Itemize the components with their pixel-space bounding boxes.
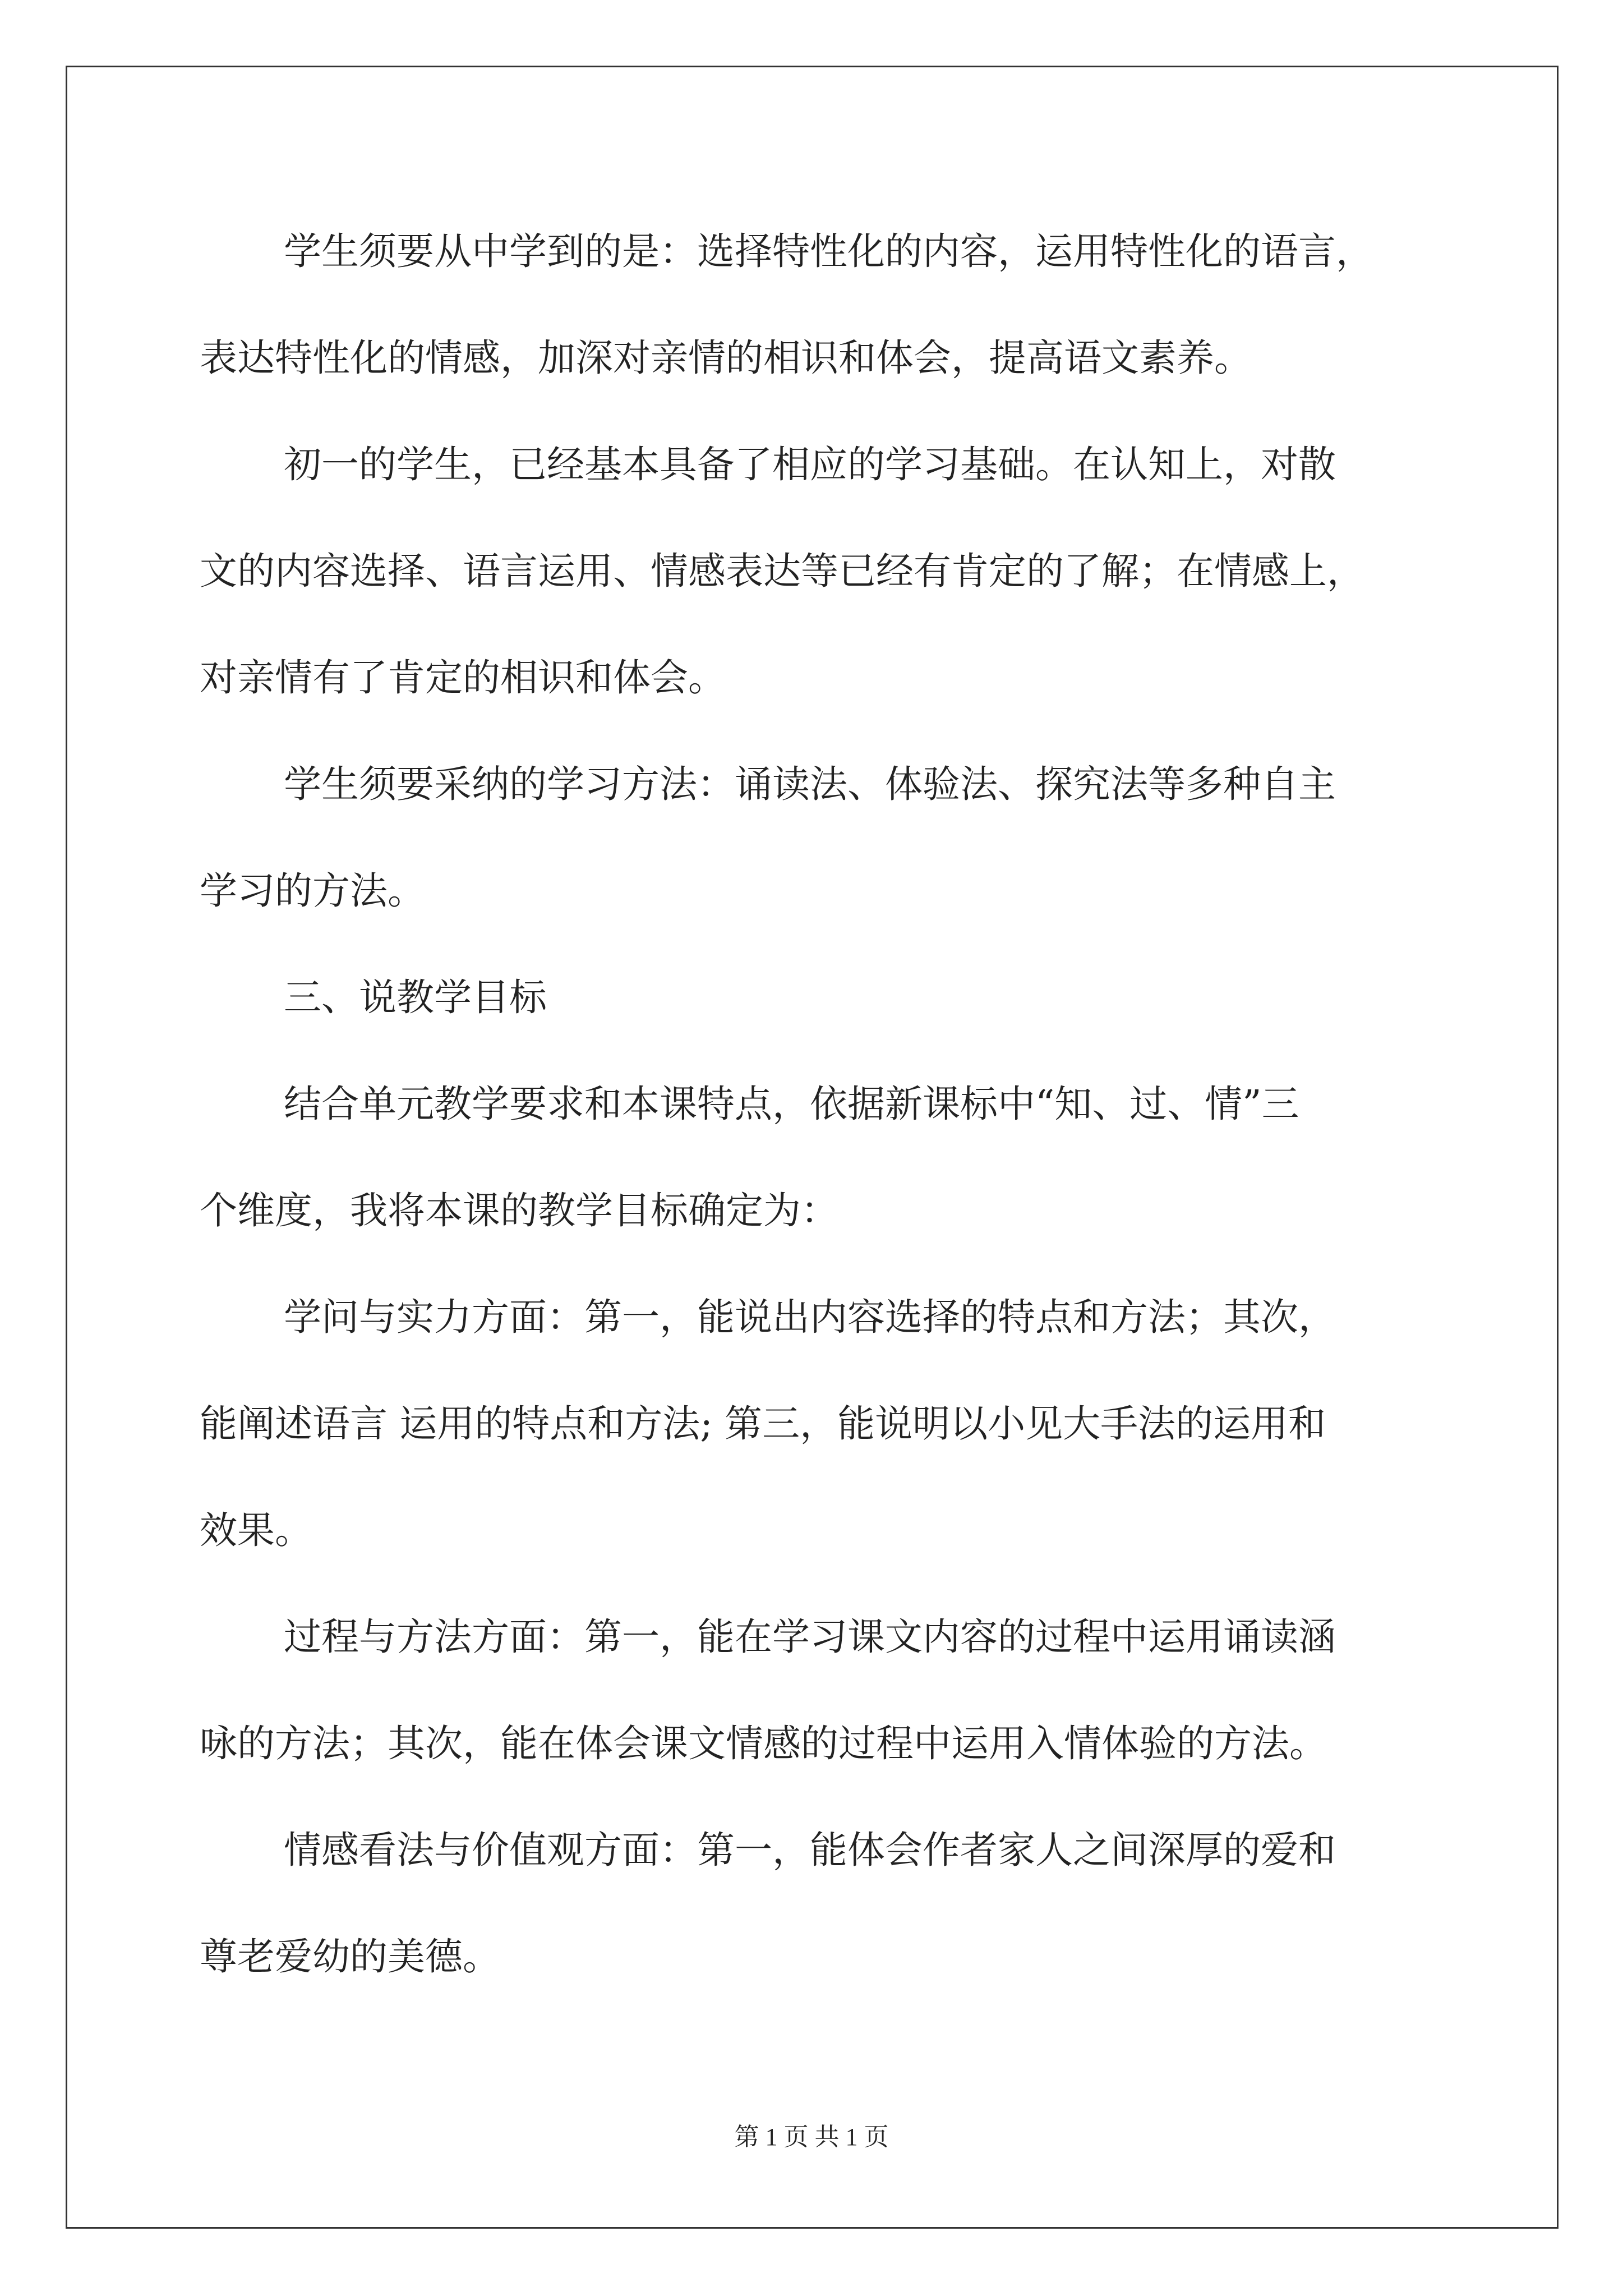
paragraph-line: 表达特性化的情感，加深对亲情的相识和体会，提高语文素养。 [200,336,1252,380]
paragraph-line: 情感看法与价值观方面：第一，能体会作者家人之间深厚的爱和 [284,1828,1336,1872]
paragraph-line: 尊老爱幼的美德。 [200,1935,500,1978]
paragraph-line: 学生须要采纳的学习方法：诵读法、体验法、探究法等多种自主 [284,762,1336,806]
paragraph-line: 文的内容选择、语言运用、情感表达等已经有肯定的了解；在情感上， [200,549,1364,593]
paragraph-line: 过程与方法方面：第一，能在学习课文内容的过程中运用诵读涵 [284,1615,1336,1659]
paragraph-line: 能阐述语言 运用的特点和方法; 第三，能说明以小见大手法的运用和 [200,1402,1326,1446]
paragraph-line: 对亲情有了肯定的相识和体会。 [200,656,726,700]
paragraph-line: 初一的学生，已经基本具备了相应的学习基础。在认知上，对散 [284,443,1336,486]
paragraph-line: 咏的方法；其次，能在体会课文情感的过程中运用入情体验的方法。 [200,1722,1327,1765]
paragraph-line: 个维度，我将本课的教学目标确定为： [200,1189,838,1232]
paragraph-line: 结合单元教学要求和本课特点，依据新课标中“知、过、情”三 [284,1082,1299,1126]
paragraph-line: 效果。 [200,1508,312,1552]
section-heading: 三、说教学目标 [284,976,547,1019]
paragraph-line: 学问与实力方面：第一，能说出内容选择的特点和方法；其次， [284,1295,1336,1339]
paragraph-line: 学生须要从中学到的是：选择特性化的内容，运用特性化的语言， [284,229,1373,273]
page-border [66,66,1559,2229]
page-number-footer: 第 1 页 共 1 页 [734,2123,889,2151]
paragraph-line: 学习的方法。 [200,869,425,913]
